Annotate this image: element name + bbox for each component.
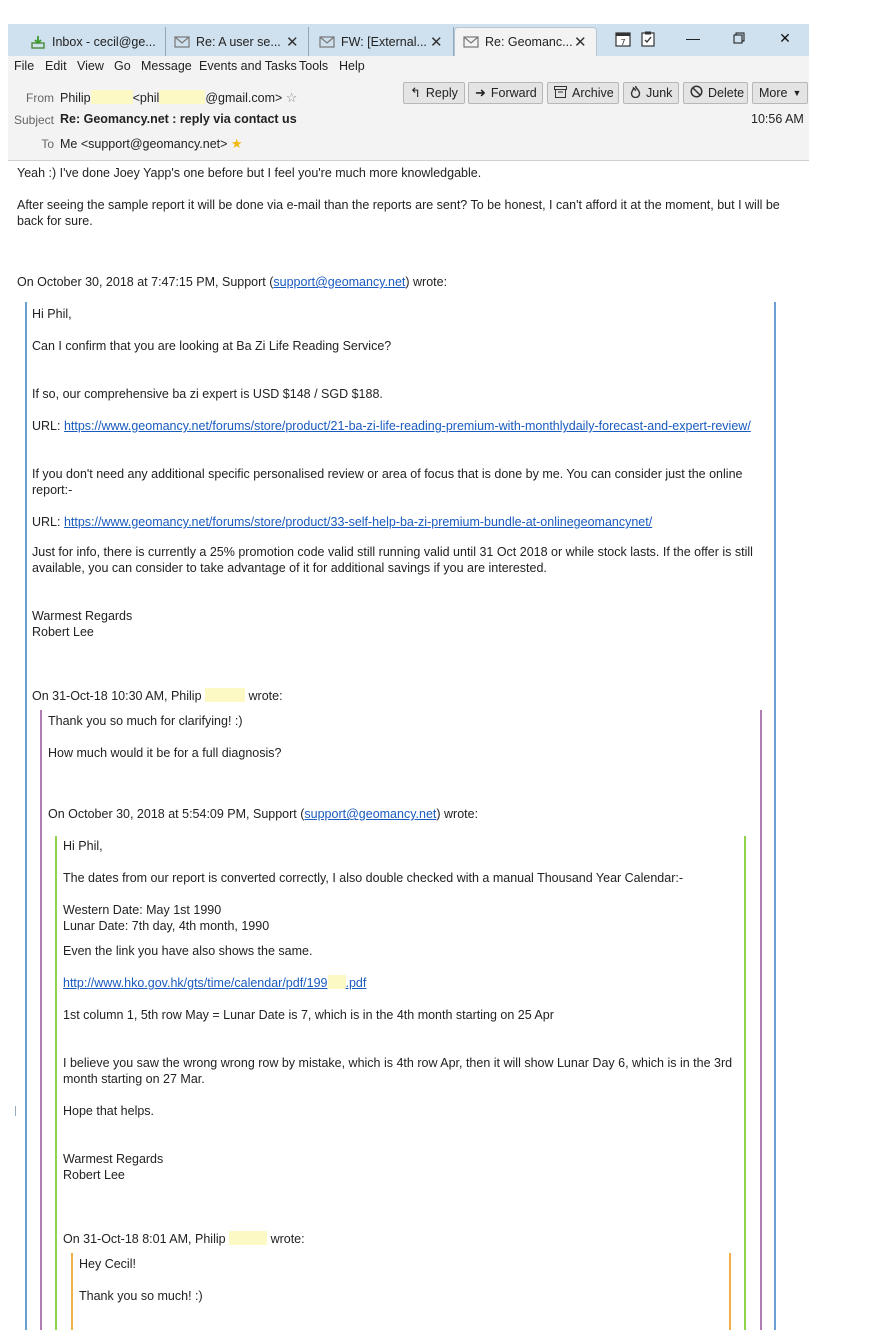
quote-bar-level1-right bbox=[774, 302, 776, 1330]
junk-button[interactable]: Junk bbox=[623, 82, 679, 104]
store-link[interactable]: https://www.geomancy.net/forums/store/product/21-ba-zi-life-reading-premium-with-monthlydaily-forecast-and-expert-review/ bbox=[63, 419, 751, 433]
hko-link[interactable]: http://www.hko.gov.hk/gts/time/calendar/pdf/199 .pdf bbox=[63, 976, 367, 990]
menu-view[interactable]: View bbox=[77, 59, 104, 73]
quote-text: Western Date: May 1st 1990 bbox=[63, 903, 222, 917]
quote-bar-level1-left bbox=[25, 302, 27, 1330]
menu-edit[interactable]: Edit bbox=[45, 59, 67, 73]
message-body bbox=[0, 160, 870, 1330]
body-paragraph: After seeing the sample report it will be done via e-mail than the reports are sent? To be honest, I can't afford it at the moment, but I will be back for sure. bbox=[17, 198, 780, 228]
body-paragraph: Yeah :) I've done Joey Yapp's one before but I feel you're much more knowledgable. bbox=[17, 166, 482, 180]
quote-text: Lunar Date: 7th day, 4th month, 1990 bbox=[63, 919, 270, 933]
quote-bar-level4-right bbox=[729, 1253, 731, 1330]
tab-inbox-label: Inbox - cecil@ge... bbox=[52, 34, 156, 49]
from-email-start: <phil bbox=[132, 91, 160, 105]
menu-go[interactable]: Go bbox=[114, 59, 131, 73]
quote-text: Warmest Regards bbox=[32, 609, 133, 623]
close-tab-icon[interactable]: ✕ bbox=[574, 34, 587, 51]
tab-fw-external[interactable] bbox=[319, 27, 454, 56]
quote-text: Warmest Regards bbox=[63, 1152, 164, 1166]
quote-text: Can I confirm that you are looking at Ba Zi Life Reading Service? bbox=[32, 339, 392, 353]
to-value[interactable] bbox=[60, 136, 243, 152]
envelope-icon bbox=[319, 34, 335, 50]
to-label: To bbox=[41, 137, 54, 151]
quote-text: 1st column 1, 5th row May = Lunar Date is 7, which is in the 4th month starting on 25 Apr bbox=[63, 1008, 554, 1022]
quote-text: If so, our comprehensive ba zi expert is USD $148 / SGD $188. bbox=[32, 387, 383, 401]
from-email-end: @gmail.com> bbox=[205, 91, 283, 105]
redaction bbox=[205, 688, 245, 702]
forward-button[interactable]: ➜ Forward bbox=[468, 82, 543, 104]
quote-text: Hey Cecil! bbox=[79, 1257, 136, 1271]
quote-bar-level2-left bbox=[40, 710, 42, 1330]
quote-bar-level3-right bbox=[744, 836, 746, 1330]
email-link[interactable]: support@geomancy.net bbox=[273, 275, 406, 289]
quote-bar-level4-left bbox=[71, 1253, 73, 1330]
quote-attribution: On 31-Oct-18 8:01 AM, Philip wrote: bbox=[63, 1232, 305, 1246]
star-outline-icon[interactable]: ☆ bbox=[285, 90, 298, 105]
to-address: Me <support@geomancy.net> bbox=[60, 137, 228, 151]
menu-message[interactable]: Message bbox=[141, 59, 192, 73]
redaction bbox=[229, 1231, 267, 1245]
more-button[interactable]: More ▼ bbox=[752, 82, 808, 104]
quote-url-line: URL: https://www.geomancy.net/forums/store/product/33-self-help-ba-zi-premium-bundle-at-onlinegeomancynet/ bbox=[32, 515, 653, 529]
menu-help[interactable]: Help bbox=[339, 59, 365, 73]
from-name: Philip bbox=[60, 91, 91, 105]
email-link[interactable]: support@geomancy.net bbox=[304, 807, 437, 821]
inbox-download-icon bbox=[30, 34, 46, 50]
quote-text: The dates from our report is converted correctly, I also double checked with a manual Thousand Year Calendar:- bbox=[63, 871, 684, 885]
delete-button[interactable]: Delete bbox=[683, 82, 748, 104]
quote-bar-level3-left bbox=[55, 836, 57, 1330]
menu-bar bbox=[8, 56, 809, 78]
tab-user-se[interactable] bbox=[174, 27, 309, 56]
tab-bar bbox=[8, 24, 809, 56]
close-tab-icon[interactable]: ✕ bbox=[286, 33, 299, 51]
flame-icon bbox=[630, 85, 641, 101]
quote-text: Hi Phil, bbox=[32, 307, 72, 321]
tab-geomancy[interactable] bbox=[454, 27, 597, 56]
quote-text: How much would it be for a full diagnosis? bbox=[48, 746, 282, 760]
subject-value: Re: Geomancy.net : reply via contact us bbox=[60, 112, 297, 126]
tab-fw-external-label: FW: [External... bbox=[341, 34, 427, 49]
from-label: From bbox=[26, 91, 54, 105]
quote-text: Robert Lee bbox=[63, 1168, 125, 1182]
store-link[interactable]: https://www.geomancy.net/forums/store/product/33-self-help-ba-zi-premium-bundle-at-onlinegeomancynet/ bbox=[63, 515, 653, 529]
scroll-marker bbox=[15, 1106, 16, 1116]
menu-events-tasks[interactable]: Events and Tasks bbox=[199, 59, 297, 73]
quote-attribution: On October 30, 2018 at 5:54:09 PM, Support (support@geomancy.net) wrote: bbox=[48, 807, 479, 821]
envelope-icon bbox=[463, 34, 479, 50]
envelope-icon bbox=[174, 34, 190, 50]
tab-inbox[interactable] bbox=[30, 27, 166, 56]
quote-text: Even the link you have also shows the same. bbox=[63, 944, 313, 958]
quote-text: I believe you saw the wrong wrong row by mistake, which is 4th row Apr, then it will show Lunar Day 6, which is in the 3rd month starting on 27 Mar. bbox=[63, 1056, 733, 1086]
chevron-down-icon: ▼ bbox=[792, 88, 802, 98]
quote-text: Just for info, there is currently a 25% promotion code valid still running valid until 31 Oct 2018 or while stock lasts. If the offer is still available, you can consider to take advantage of it for additional savings if you are interested. bbox=[32, 545, 753, 575]
archive-box-icon bbox=[554, 86, 567, 101]
quote-text: Hi Phil, bbox=[63, 839, 103, 853]
quote-attribution: On October 30, 2018 at 7:47:15 PM, Support (support@geomancy.net) wrote: bbox=[17, 275, 448, 289]
quote-text: Robert Lee bbox=[32, 625, 94, 639]
calendar-icon[interactable] bbox=[614, 30, 632, 48]
delete-circle-icon bbox=[690, 85, 703, 101]
subject-label: Subject bbox=[13, 113, 54, 127]
redaction bbox=[91, 90, 133, 104]
close-tab-icon[interactable]: ✕ bbox=[430, 33, 443, 51]
minimize-icon[interactable]: — bbox=[686, 30, 700, 46]
reply-icon: ↰ bbox=[410, 85, 421, 100]
tab-user-se-label: Re: A user se... bbox=[196, 34, 281, 49]
star-filled-icon[interactable]: ★ bbox=[230, 136, 243, 151]
forward-arrow-icon: ➜ bbox=[475, 85, 486, 100]
svg-text:7: 7 bbox=[620, 38, 626, 47]
quote-text: If you don't need any additional specific personalised review or area of focus that is done by me. You can consider just the online report:- bbox=[32, 467, 743, 497]
redaction bbox=[159, 90, 205, 104]
quote-text: Hope that helps. bbox=[63, 1104, 155, 1118]
quote-text: Thank you so much! :) bbox=[79, 1289, 203, 1303]
close-window-icon[interactable]: ✕ bbox=[779, 29, 791, 46]
archive-button[interactable]: Archive bbox=[547, 82, 619, 104]
menu-file[interactable]: File bbox=[14, 59, 35, 73]
tab-geomancy-label: Re: Geomanc... bbox=[485, 35, 573, 49]
quote-text: Thank you so much for clarifying! :) bbox=[48, 714, 243, 728]
restore-icon[interactable] bbox=[716, 24, 762, 52]
message-time: 10:56 AM bbox=[751, 112, 804, 126]
redaction bbox=[328, 975, 346, 989]
menu-tools[interactable]: Tools bbox=[299, 59, 329, 73]
reply-button[interactable]: ↰ Reply bbox=[403, 82, 465, 104]
quote-attribution: On 31-Oct-18 10:30 AM, Philip wrote: bbox=[32, 689, 283, 703]
tasks-icon[interactable] bbox=[639, 30, 657, 48]
quote-bar-level2-right bbox=[760, 710, 762, 1330]
from-value[interactable] bbox=[60, 90, 297, 106]
quote-url-line: URL: https://www.geomancy.net/forums/store/product/21-ba-zi-life-reading-premium-with-monthlydaily-forecast-and-expert-review/ bbox=[32, 419, 751, 433]
